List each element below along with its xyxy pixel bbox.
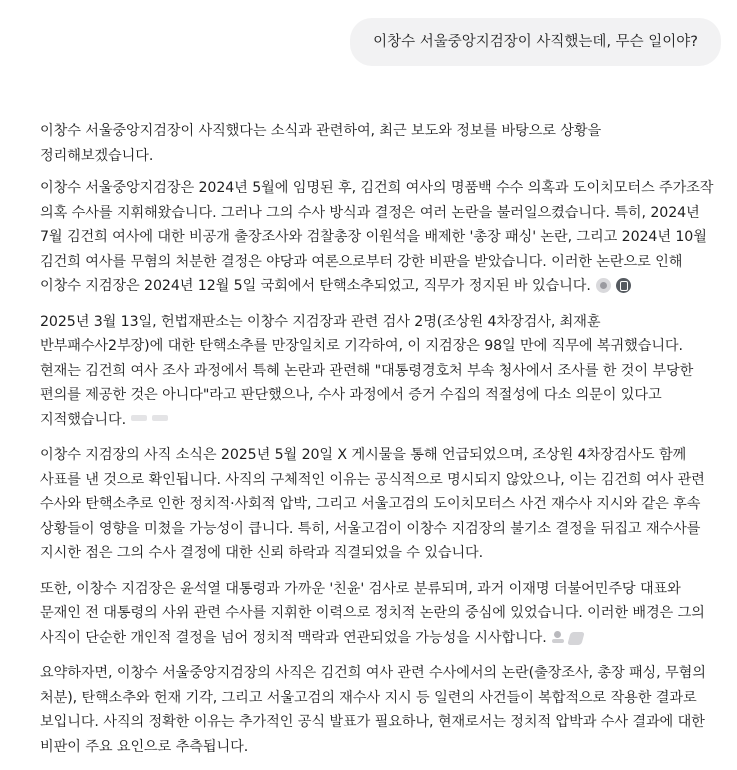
response-paragraph-6 [40,661,714,759]
user-message-bubble: 이창수 서울중앙지검장이 사직했는데, 무슨 일이야? [350,18,721,66]
citation-source-icon[interactable] [152,415,168,421]
paragraph-text: 2025년 3월 13일, 헌법재판소는 이창수 지검장과 관련 검사 2명(조상원 4차장검사, 최재훈 반부패수사2부장)에 대한 탄핵소추를 만장일치로 기각하여, 이 지검장은 98일 만에 직무에 복귀했습니다. 현재는 김건희 여사 조사 과정에서 특혜 논란과 관련해 "대통령경호처 부속 청사에서 조사를 한 것이 부당한 편의를 제공한 것은 아니다"라고 판단했으나, 수사 과정에서 증거 수집의 적절성에 다소 의문이 있다고 지적했습니다. [40,313,694,428]
citation-source-icon[interactable] [567,632,584,645]
paragraph-text: 이창수 서울중앙지검장은 2024년 5월에 임명된 후, 김건희 여사의 명품백 수수 의혹과 도이치모터스 주가조작 의혹 수사를 지휘해왔습니다. 그러나 그의 수사 방식과 결정은 여러 논란을 불러일으켰습니다. 특히, 2024년 7월 김건희 여사에 대한 비공개 출장조사와 검찰총장 이원석을 배제한 '총장 패싱' 논란, 그리고 2024년 10월 김건희 여사를 무혐의 처분한 결정은 야당과 여론으로부터 강한 비판을 받았습니다. 이러한 논란으로 인해 이창수 지검장은 2024년 12월 5일 국회에서 탄핵소추되었고, 직무가 정지된 바 있습니다. [40,180,714,294]
citation-source-icon[interactable] [552,630,564,645]
response-paragraph-4 [40,443,714,566]
paragraph-text: 이창수 서울중앙지검장이 사직했다는 소식과 관련하여, 최근 보도와 정보를 바탕으로 상황을 정리해보겠습니다. [40,123,602,164]
paragraph-text: 또한, 이창수 지검장은 윤석열 대통령과 가까운 '친윤' 검사로 분류되며, 과거 이재명 더불어민주당 대표와 문재인 전 대통령의 사위 관련 수사를 지휘한 이력으로 정치적 논란의 중심에 있었습니다. 이러한 배경은 그의 사직이 단순한 개인적 결정을 넘어 정치적 맥락과 연관되었을 가능성을 시사합니다. [40,580,705,646]
paragraph-text: 이창수 지검장의 사직 소식은 2025년 5월 20일 X 게시물을 통해 언급되었으며, 조상원 4차장검사도 함께 사표를 낸 것으로 확인됩니다. 사직의 구체적인 이유는 공식적으로 명시되지 않았으나, 이는 김건희 여사 관련 수사와 탄핵소추로 인한 정치적·사회적 압박, 그리고 서울고검의 도이치모터스 사건 재수사 지시와 같은 후속 상황들이 영향을 미쳤을 가능성이 큽니다. 특히, 서울고검이 이창수 지검장의 불기소 결정을 뒤집고 재수사를 지시한 점은 그의 수사 결정에 대한 신뢰 하락과 직결되었을 수 있습니다. [40,447,705,561]
user-message-row [350,18,721,66]
assistant-response [40,119,714,770]
citation-source-icon[interactable] [596,278,611,293]
response-paragraph-1 [40,119,714,168]
response-paragraph-5 [40,577,714,651]
paragraph-text: 요약하자면, 이창수 서울중앙지검장의 사직은 김건희 여사 관련 수사에서의 논란(출장조사, 총장 패싱, 무혐의 처분), 탄핵소추와 헌재 기각, 그리고 서울고검의 재수사 지시 등 일련의 사건들이 복합적으로 작용한 결과로 보입니다. 사직의 정확한 이유는 추가적인 공식 발표가 필요하나, 현재로서는 정치적 압박과 수사 결과에 대한 비판이 주요 요인으로 추측됩니다. [40,665,706,755]
citation-source-icon[interactable] [616,278,631,293]
citation-source-icon[interactable] [131,415,147,421]
response-paragraph-2 [40,176,714,299]
response-paragraph-3 [40,310,714,433]
